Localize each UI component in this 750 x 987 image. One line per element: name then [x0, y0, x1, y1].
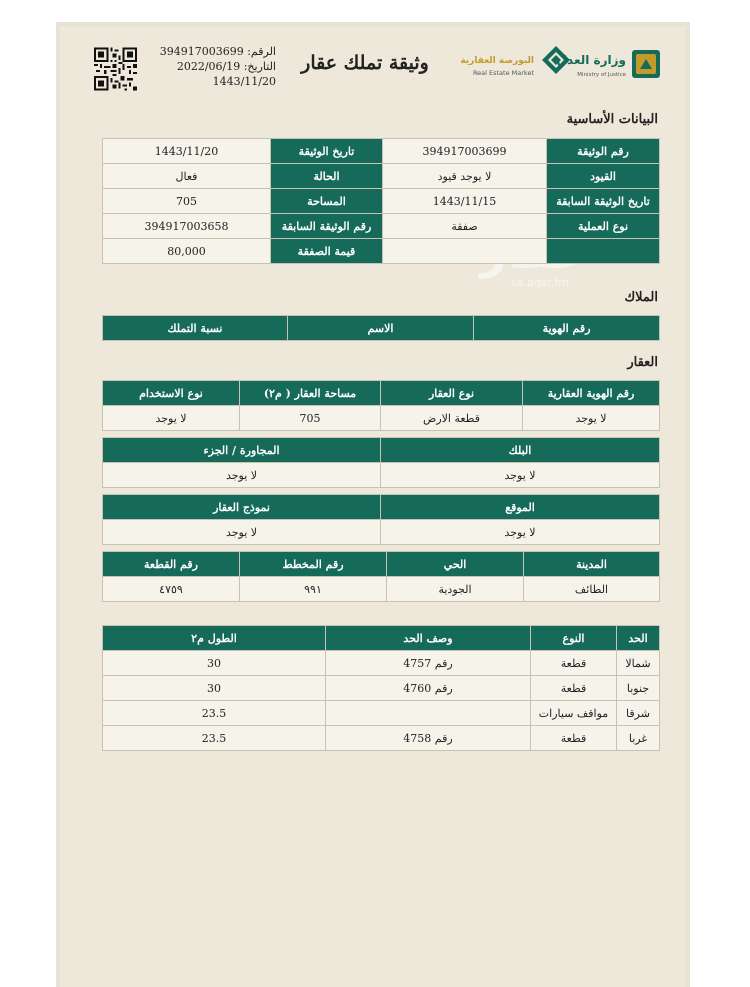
border-type: قطعة: [531, 676, 617, 701]
basic-row: [103, 239, 660, 264]
border-side: شرقا: [617, 701, 660, 726]
location-header-row: [103, 495, 660, 520]
section-basic-heading: البيانات الأساسية: [566, 112, 658, 127]
restrictions-value: لا يوجد قيود: [383, 164, 547, 189]
table-row: [103, 651, 660, 676]
borders-header-row: [103, 626, 660, 651]
border-type: مواقف سيارات: [531, 701, 617, 726]
property-table: [102, 380, 660, 431]
restrictions-label: القيود: [547, 164, 660, 189]
section-property-heading: العقار: [627, 355, 658, 370]
doc-date-value: 1443/11/20: [103, 139, 271, 164]
location-value: لا يوجد: [381, 520, 660, 545]
border-side: شمالا: [617, 651, 660, 676]
property-use-value: لا يوجد: [103, 406, 240, 431]
owners-col-share: نسبة التملك: [103, 316, 288, 341]
prev-date-label: تاريخ الوثيقة السابقة: [547, 189, 660, 214]
table-row: [103, 726, 660, 751]
border-length: 30: [103, 651, 326, 676]
border-side: جنوبا: [617, 676, 660, 701]
property-id-value: لا يوجد: [523, 406, 660, 431]
city-value: الطائف: [524, 577, 660, 602]
border-side: غربا: [617, 726, 660, 751]
watermark-sub: sa.aqar.fm: [510, 276, 570, 289]
district-value: الجودية: [387, 577, 524, 602]
block-values-row: [103, 463, 660, 488]
block-label: البلك: [381, 438, 660, 463]
owners-col-id: رقم الهوية: [474, 316, 660, 341]
city-col-city: المدينة: [524, 552, 660, 577]
property-col-use: نوع الاستخدام: [103, 381, 240, 406]
property-area-value: 705: [240, 406, 381, 431]
plan-value: ٩٩١: [240, 577, 387, 602]
basic-row: [103, 189, 660, 214]
section-owners-heading: الملاك: [624, 290, 658, 305]
doc-no-label: رقم الوثيقة: [547, 139, 660, 164]
table-row: [103, 676, 660, 701]
border-desc: رقم 4758: [326, 726, 531, 751]
emblem-icon: [632, 50, 660, 78]
rem-logo-en: Real Estate Market: [472, 69, 534, 77]
prev-date-value: 1443/11/15: [383, 189, 547, 214]
basic-row: [103, 214, 660, 239]
status-label: الحالة: [271, 164, 383, 189]
borders-table: [102, 625, 660, 751]
adjacent-label: المجاورة / الجزء: [103, 438, 381, 463]
basic-data-table: [102, 138, 660, 264]
area-value: 705: [103, 189, 271, 214]
prev-no-label: رقم الوثيقة السابقة: [271, 214, 383, 239]
location-values-row: [103, 520, 660, 545]
document-meta: [126, 44, 276, 89]
property-col-area: مساحة العقار ( م٢): [240, 381, 381, 406]
plot-value: ٤٧٥٩: [103, 577, 240, 602]
city-col-plot: رقم القطعة: [103, 552, 240, 577]
border-length: 23.5: [103, 701, 326, 726]
location-table: [102, 494, 660, 545]
document-date: التاريخ: 2022/06/19: [176, 60, 276, 73]
prev-no-value: 394917003658: [103, 214, 271, 239]
property-header-row: [103, 381, 660, 406]
city-header-row: [103, 552, 660, 577]
block-header-row: [103, 438, 660, 463]
city-table: [102, 551, 660, 602]
borders-col-length: الطول م٢: [103, 626, 326, 651]
empty-label: [547, 239, 660, 264]
property-col-type: نوع العقار: [381, 381, 523, 406]
empty-value: [383, 239, 547, 264]
borders-col-side: الحد: [617, 626, 660, 651]
page-title: وثيقة تملك عقار: [301, 52, 429, 74]
block-table: [102, 437, 660, 488]
deal-value-label: قيمة الصفقة: [271, 239, 383, 264]
border-type: قطعة: [531, 726, 617, 751]
model-label: نموذج العقار: [103, 495, 381, 520]
rem-logo-ar: البورصة العقارية: [460, 56, 534, 66]
block-value: لا يوجد: [381, 463, 660, 488]
border-desc: [326, 701, 531, 726]
moj-logo-en: Ministry of Justice: [577, 72, 626, 78]
city-col-plan: رقم المخطط: [240, 552, 387, 577]
city-values-row: [103, 577, 660, 602]
adjacent-value: لا يوجد: [103, 463, 381, 488]
property-col-id: رقم الهوية العقارية: [523, 381, 660, 406]
border-desc: رقم 4760: [326, 676, 531, 701]
op-type-value: صفقة: [383, 214, 547, 239]
location-label: الموقع: [381, 495, 660, 520]
owners-table: [102, 315, 660, 341]
borders-col-desc: وصف الحد: [326, 626, 531, 651]
border-length: 30: [103, 676, 326, 701]
model-value: لا يوجد: [103, 520, 381, 545]
border-type: قطعة: [531, 651, 617, 676]
table-row: [103, 701, 660, 726]
op-type-label: نوع العملية: [547, 214, 660, 239]
real-estate-market-logo: [460, 52, 536, 78]
doc-date-label: تاريخ الوثيقة: [271, 139, 383, 164]
property-type-value: قطعة الارض: [381, 406, 523, 431]
document-number: الرقم: 394917003699: [159, 45, 276, 58]
border-desc: رقم 4757: [326, 651, 531, 676]
moj-logo-ar: وزارة العدل: [556, 53, 626, 67]
basic-row: [103, 164, 660, 189]
borders-col-type: النوع: [531, 626, 617, 651]
ministry-of-justice-logo: [540, 40, 662, 82]
document-hijri-date: 1443/11/20: [212, 75, 276, 88]
doc-no-value: 394917003699: [383, 139, 547, 164]
border-length: 23.5: [103, 726, 326, 751]
deal-value-value: 80,000: [103, 239, 271, 264]
owners-col-name: الاسم: [288, 316, 474, 341]
owners-header-row: [103, 316, 660, 341]
city-col-district: الحي: [387, 552, 524, 577]
property-values-row: [103, 406, 660, 431]
basic-row: [103, 139, 660, 164]
area-label: المساحة: [271, 189, 383, 214]
status-value: فعال: [103, 164, 271, 189]
